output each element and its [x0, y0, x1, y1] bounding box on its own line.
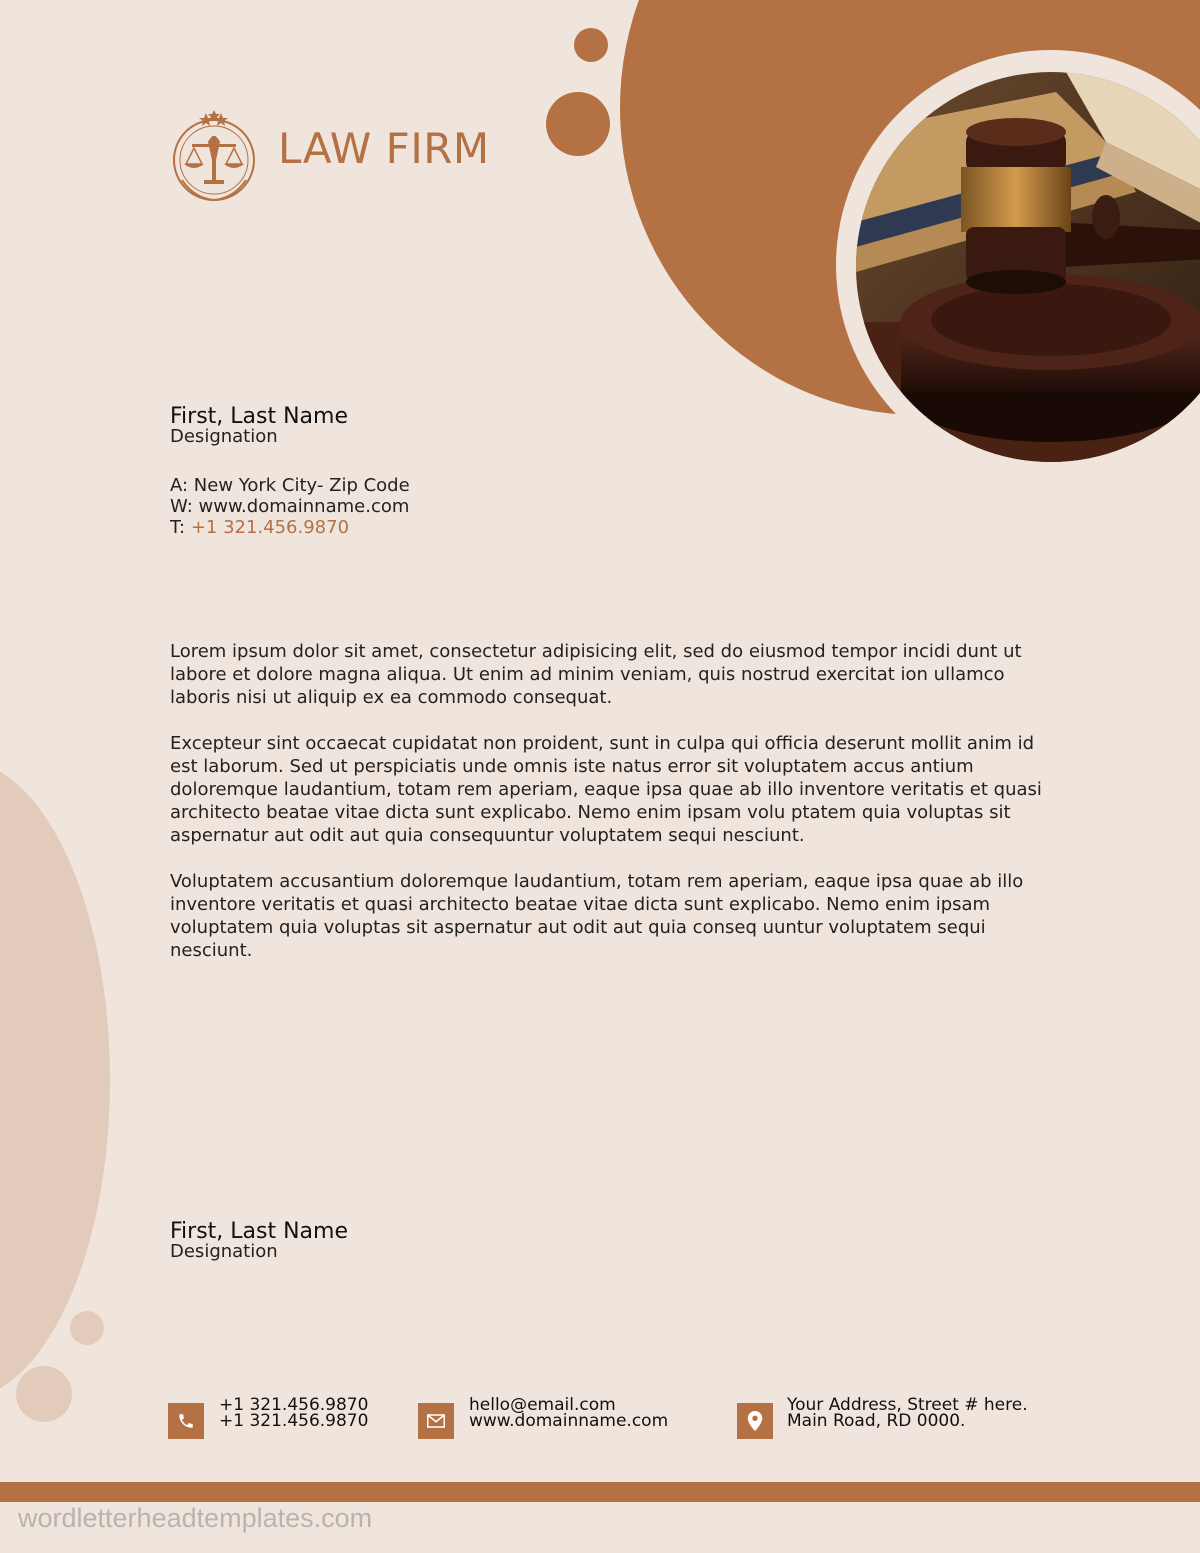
decorative-dot-left-medium [16, 1366, 72, 1422]
footer-website[interactable]: www.domainname.com [469, 1411, 669, 1431]
decorative-dot-left-small [70, 1311, 104, 1345]
footer-accent-bar [0, 1482, 1200, 1502]
sender-name: First, Last Name [170, 404, 349, 429]
body-paragraph: Excepteur sint occaecat cupidatat non proident, sunt in culpa qui officia deserunt mollit anim id est laborum. Sed ut perspiciatis unde omnis iste natus error sit voluptatem accus antium doloremque laudantium, totam rem aperiam, eaque ipsa quae ab illo inventore veritatis et quasi architecto beatae vitae dicta sunt explicabo. Nemo enim ipsam volu ptatem quia voluptas sit aspernatur aut odit aut quia consequuntur voluptatem sequi nesciunt. [170, 733, 1042, 846]
sender-website: W: www.domainname.com [170, 496, 410, 517]
decorative-dot-medium [546, 92, 610, 156]
location-pin-icon [737, 1403, 773, 1439]
sender-phone-prefix: T: [170, 517, 191, 538]
envelope-icon [418, 1403, 454, 1439]
footer-email[interactable]: hello@email.com [469, 1395, 616, 1415]
scales-of-justice-logo-icon [164, 110, 264, 206]
footer-phone-2[interactable]: +1 321.456.9870 [219, 1411, 369, 1431]
signature-name: First, Last Name [170, 1219, 349, 1244]
body-paragraph: Voluptatem accusantium doloremque laudantium, totam rem aperiam, eaque ipsa quae ab illo inventore veritatis et quasi architecto beatae vitae dicta sunt explicabo. Nemo enim ipsam voluptatem quia voluptas sit aspernatur aut odit aut quia conseq uuntur voluptatem sequi nesciunt. [170, 871, 1024, 961]
footer-address-2: Main Road, RD 0000. [787, 1411, 966, 1431]
footer-phone-1[interactable]: +1 321.456.9870 [219, 1395, 369, 1415]
brand-name: LAW FIRM [278, 124, 490, 173]
sender-address: A: New York City- Zip Code [170, 475, 410, 496]
sender-designation: Designation [170, 426, 278, 447]
signature-designation: Designation [170, 1241, 278, 1262]
footer-address-block [787, 1397, 1028, 1429]
letter-body [170, 640, 1050, 985]
decorative-blob-left [0, 760, 110, 1400]
phone-icon [168, 1403, 204, 1439]
footer-phones [219, 1397, 368, 1429]
sender-phone-line [170, 517, 349, 538]
sender-phone[interactable]: +1 321.456.9870 [190, 517, 350, 538]
decorative-dot-small [574, 28, 608, 62]
body-paragraph: Lorem ipsum dolor sit amet, consectetur adipisicing elit, sed do eiusmod tempor incidi dunt ut labore et dolore magna aliqua. Ut enim ad minim veniam, quis nostrud exercitat ion ullamco laboris nisi ut aliquip ex ea commodo consequat. [170, 641, 1022, 708]
footer-address-1: Your Address, Street # here. [787, 1395, 1028, 1415]
footer-email-block [469, 1397, 668, 1429]
watermark: wordletterheadtemplates.com [18, 1503, 373, 1533]
